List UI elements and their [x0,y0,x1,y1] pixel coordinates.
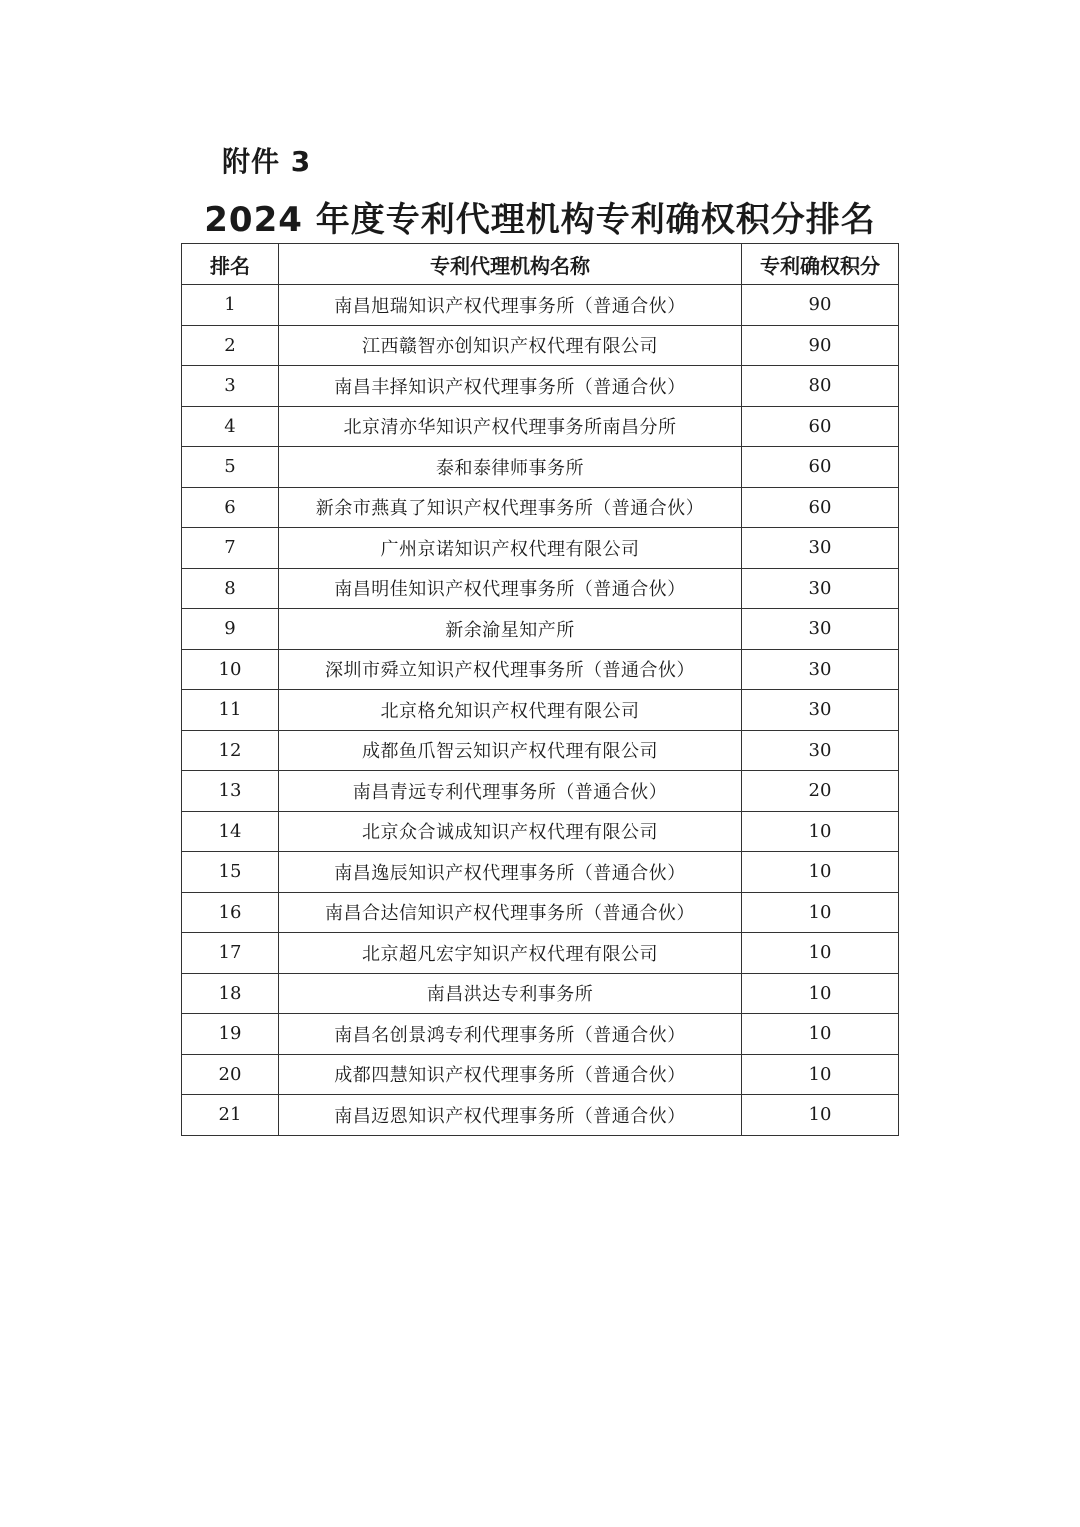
cell-score: 10 [742,892,899,933]
table-row [182,892,899,933]
cell-agency-name: 北京格允知识产权代理有限公司 [279,690,742,731]
cell-rank: 7 [182,528,279,569]
cell-rank: 4 [182,406,279,447]
cell-agency-name: 南昌名创景鸿专利代理事务所（普通合伙） [279,1014,742,1055]
cell-rank: 17 [182,933,279,974]
cell-agency-name: 北京超凡宏宇知识产权代理有限公司 [279,933,742,974]
cell-rank: 10 [182,649,279,690]
ranking-table [181,243,899,1136]
table-body [182,285,899,1136]
cell-agency-name: 深圳市舜立知识产权代理事务所（普通合伙） [279,649,742,690]
cell-agency-name: 南昌明佳知识产权代理事务所（普通合伙） [279,568,742,609]
table-row [182,933,899,974]
cell-agency-name: 广州京诺知识产权代理有限公司 [279,528,742,569]
cell-agency-name: 北京清亦华知识产权代理事务所南昌分所 [279,406,742,447]
header-agency-name: 专利代理机构名称 [279,244,742,285]
cell-rank: 1 [182,285,279,326]
table-row [182,568,899,609]
header-rank: 排名 [182,244,279,285]
table-header [182,244,899,285]
cell-rank: 21 [182,1095,279,1136]
cell-score: 30 [742,568,899,609]
cell-agency-name: 新余渝星知产所 [279,609,742,650]
cell-score: 30 [742,730,899,771]
cell-score: 10 [742,852,899,893]
cell-agency-name: 成都鱼爪智云知识产权代理有限公司 [279,730,742,771]
cell-rank: 15 [182,852,279,893]
table-row [182,1054,899,1095]
cell-agency-name: 成都四慧知识产权代理事务所（普通合伙） [279,1054,742,1095]
cell-score: 90 [742,285,899,326]
cell-score: 60 [742,447,899,488]
table-row [182,285,899,326]
cell-agency-name: 南昌青远专利代理事务所（普通合伙） [279,771,742,812]
cell-score: 10 [742,973,899,1014]
table-row [182,852,899,893]
table-row [182,649,899,690]
cell-agency-name: 南昌迈恩知识产权代理事务所（普通合伙） [279,1095,742,1136]
header-row [182,244,899,285]
table-row [182,730,899,771]
cell-score: 90 [742,325,899,366]
cell-rank: 16 [182,892,279,933]
cell-agency-name: 南昌丰择知识产权代理事务所（普通合伙） [279,366,742,407]
table-row [182,528,899,569]
cell-score: 10 [742,1095,899,1136]
cell-score: 80 [742,366,899,407]
cell-score: 20 [742,771,899,812]
cell-score: 30 [742,690,899,731]
cell-rank: 9 [182,609,279,650]
table-row [182,1095,899,1136]
table-row [182,487,899,528]
cell-agency-name: 江西赣智亦创知识产权代理有限公司 [279,325,742,366]
cell-rank: 18 [182,973,279,1014]
cell-rank: 8 [182,568,279,609]
table-row [182,325,899,366]
cell-rank: 12 [182,730,279,771]
cell-score: 10 [742,1054,899,1095]
cell-rank: 20 [182,1054,279,1095]
header-score: 专利确权积分 [742,244,899,285]
cell-agency-name: 南昌合达信知识产权代理事务所（普通合伙） [279,892,742,933]
cell-score: 30 [742,649,899,690]
cell-rank: 19 [182,1014,279,1055]
table-row [182,366,899,407]
cell-rank: 5 [182,447,279,488]
cell-rank: 14 [182,811,279,852]
cell-rank: 13 [182,771,279,812]
cell-score: 60 [742,487,899,528]
table-row [182,811,899,852]
cell-agency-name: 南昌洪达专利事务所 [279,973,742,1014]
table-row [182,973,899,1014]
cell-score: 30 [742,528,899,569]
cell-agency-name: 北京众合诚成知识产权代理有限公司 [279,811,742,852]
cell-score: 10 [742,811,899,852]
table-row [182,771,899,812]
cell-rank: 11 [182,690,279,731]
cell-score: 60 [742,406,899,447]
cell-score: 10 [742,933,899,974]
table-row [182,1014,899,1055]
cell-agency-name: 泰和泰律师事务所 [279,447,742,488]
cell-agency-name: 南昌旭瑞知识产权代理事务所（普通合伙） [279,285,742,326]
document-title: 2024 年度专利代理机构专利确权积分排名 [204,200,876,240]
table-row [182,447,899,488]
table-row [182,406,899,447]
attachment-label: 附件 3 [222,145,312,178]
cell-score: 10 [742,1014,899,1055]
table-row [182,609,899,650]
table-row [182,690,899,731]
cell-agency-name: 新余市燕真了知识产权代理事务所（普通合伙） [279,487,742,528]
cell-agency-name: 南昌逸辰知识产权代理事务所（普通合伙） [279,852,742,893]
cell-rank: 6 [182,487,279,528]
cell-rank: 2 [182,325,279,366]
cell-score: 30 [742,609,899,650]
cell-rank: 3 [182,366,279,407]
